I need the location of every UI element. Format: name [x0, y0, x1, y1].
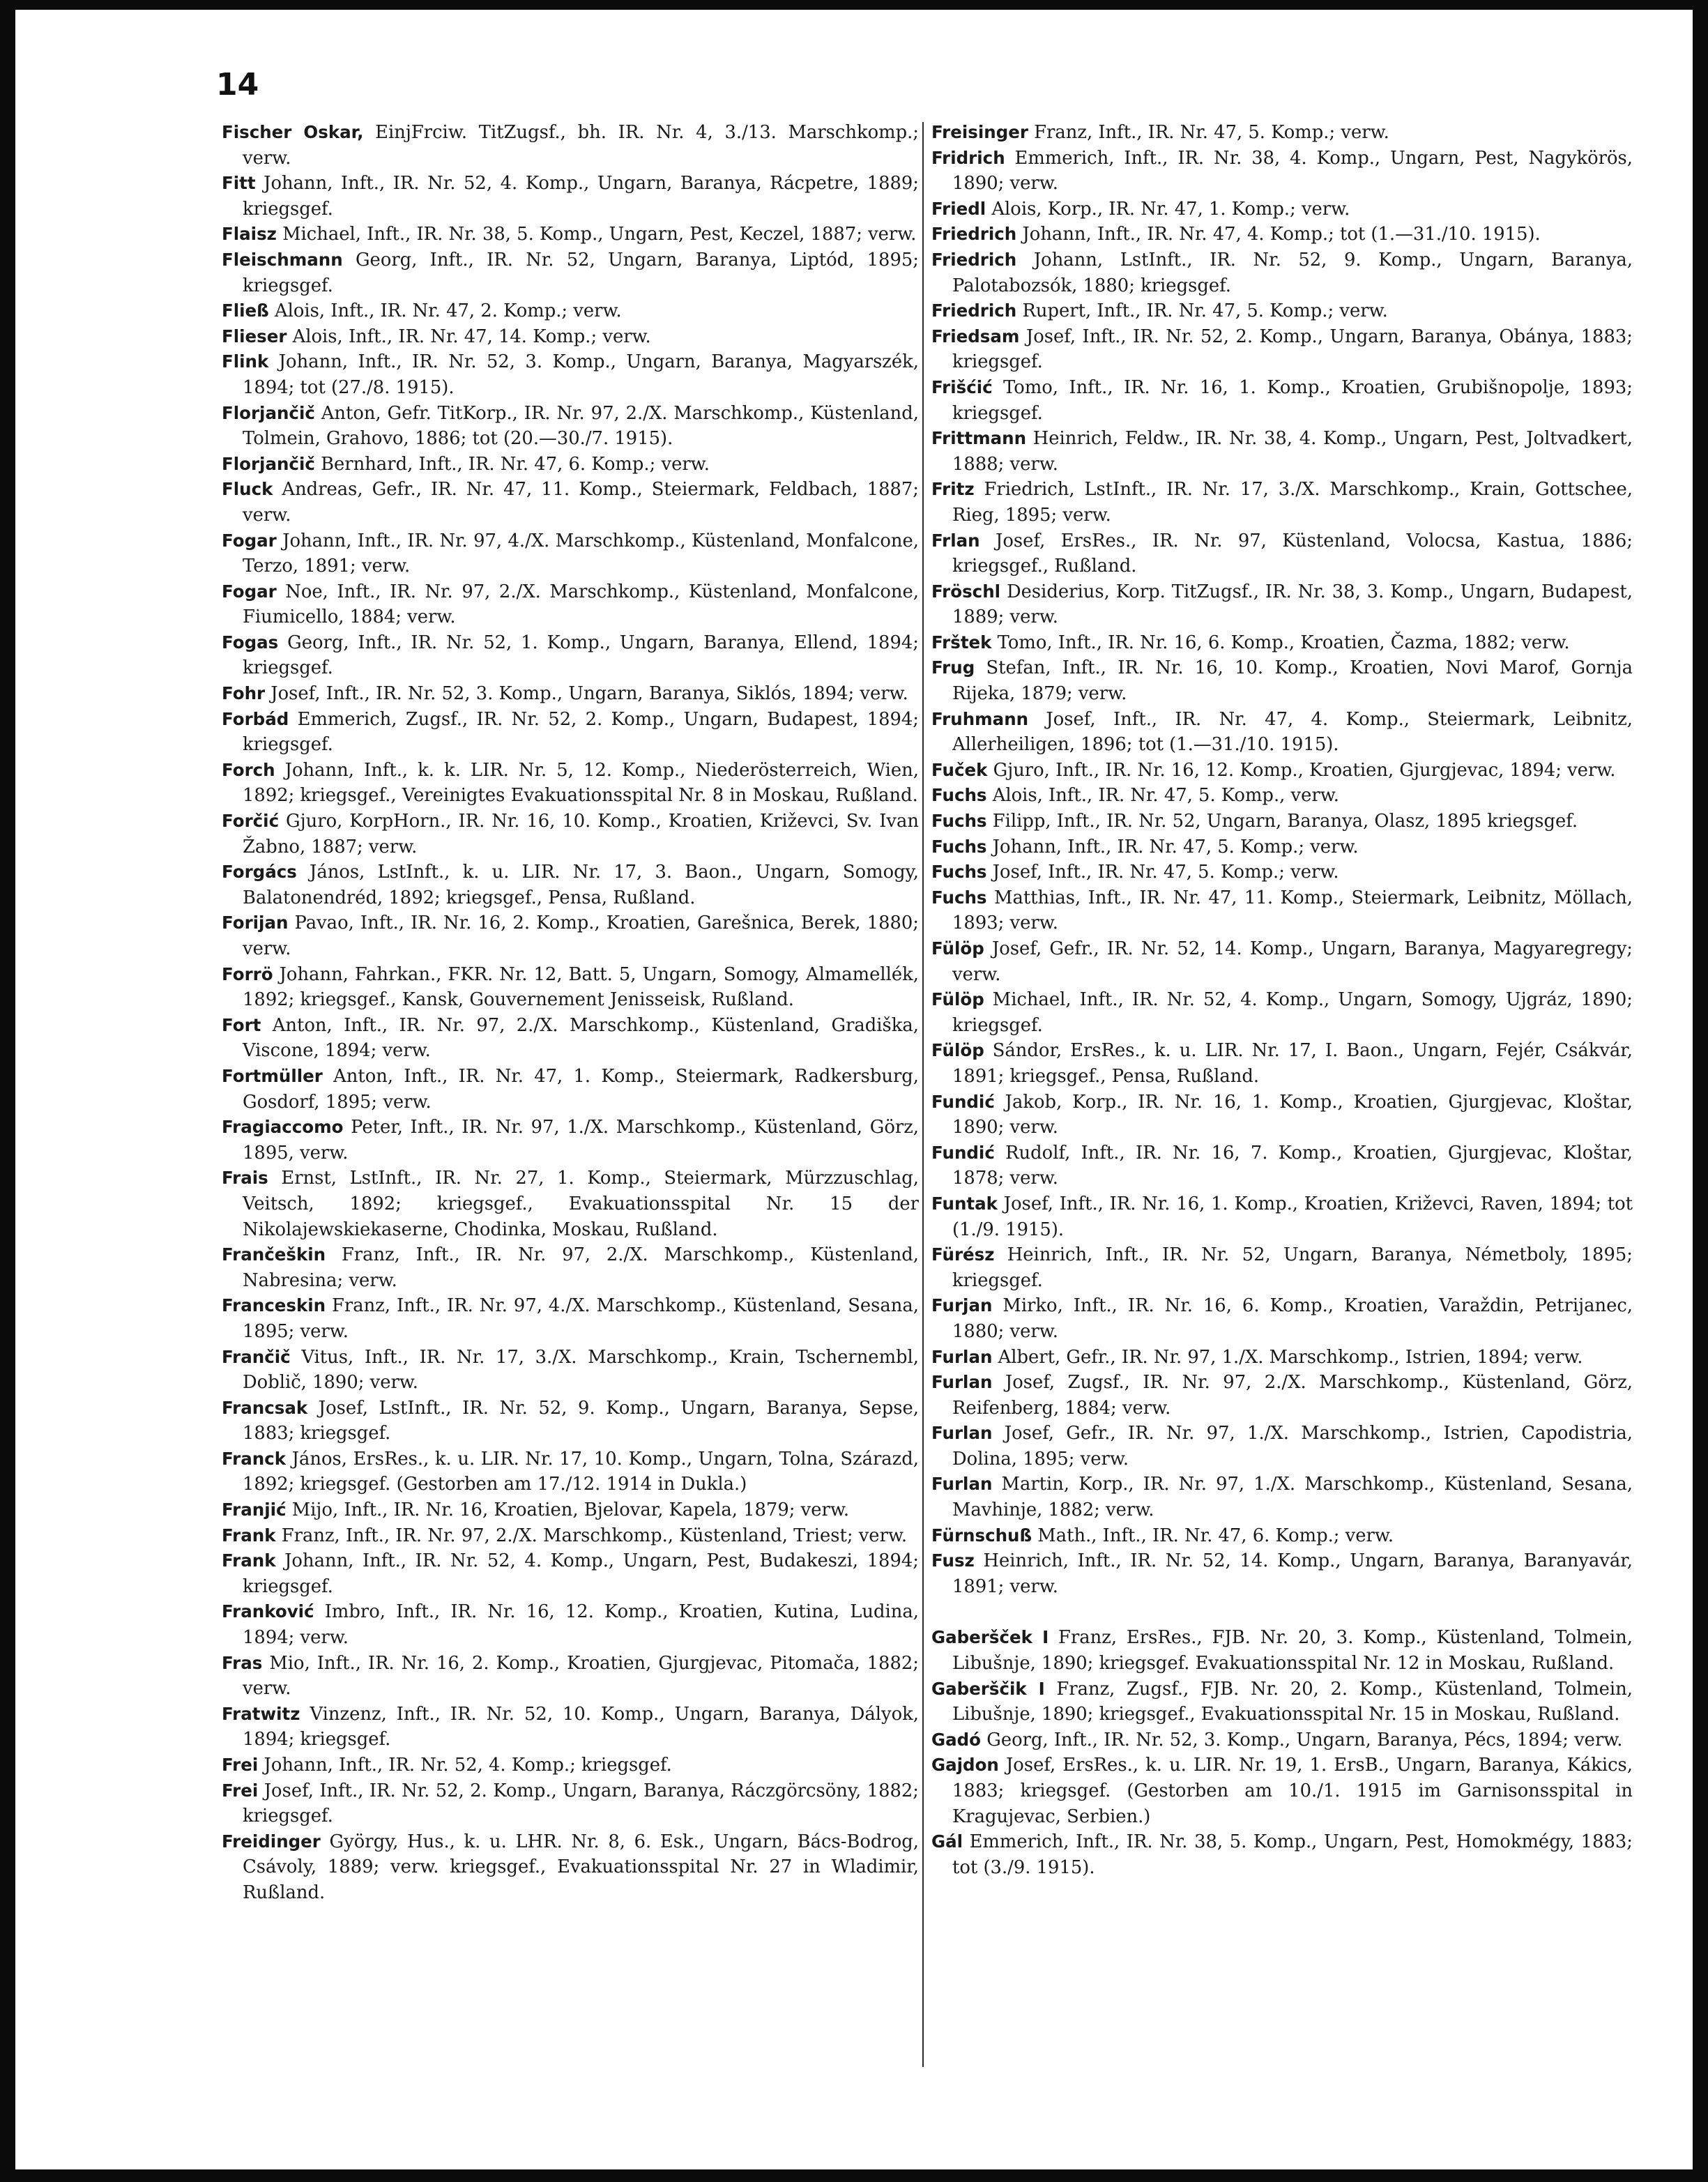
entry-details: Tomo, Inft., IR. Nr. 16, 6. Komp., Kroatien, Čazma, 1882; verw.: [991, 632, 1570, 653]
entry-details: Johann, Inft., IR. Nr. 52, 4. Komp., Ungarn, Baranya, Rácpetre, 1889; kriegsgef.: [243, 173, 919, 220]
register-entry: [931, 630, 1633, 656]
entry-surname: Frančič: [222, 1346, 291, 1367]
entry-details: Rudolf, Inft., IR. Nr. 16, 7. Komp., Kroatien, Gjurgjevac, Kloštar, 1878; verw.: [952, 1142, 1633, 1189]
register-entry: [222, 1651, 919, 1702]
entry-surname: Fogas: [222, 632, 279, 653]
entry-surname: Franck: [222, 1448, 287, 1469]
entry-surname: Florjančič: [222, 453, 315, 474]
register-entry: [222, 171, 919, 222]
entry-details: Vitus, Inft., IR. Nr. 17, 3./X. Marschkomp., Krain, Tschernembl, Doblič, 1890; verw.: [243, 1346, 919, 1394]
register-entry: [931, 146, 1633, 197]
entry-details: Alois, Inft., IR. Nr. 47, 2. Komp.; verw.: [268, 300, 622, 322]
register-entry: [222, 1396, 919, 1447]
register-entry: [931, 834, 1633, 860]
register-entry: [931, 1548, 1633, 1599]
right-column: [931, 120, 1633, 1880]
entry-details: Franz, Inft., IR. Nr. 97, 4./X. Marschkomp., Küstenland, Sesana, 1895; verw.: [243, 1295, 919, 1342]
register-entry: [222, 120, 919, 171]
entry-surname: Flaisz: [222, 224, 277, 245]
register-entry: [222, 452, 919, 478]
register-entry: [222, 962, 919, 1013]
entry-surname: Friedrich: [931, 300, 1017, 321]
entry-surname: Forrö: [222, 963, 273, 984]
entry-details: Johann, Inft., IR. Nr. 47, 4. Komp.; tot (1.—31./10. 1915).: [1016, 224, 1541, 245]
register-entry: [931, 707, 1633, 758]
entry-surname: Forgács: [222, 862, 297, 883]
entry-details: Franz, Inft., IR. Nr. 47, 5. Komp.; verw.: [1028, 122, 1389, 143]
entry-surname: Funtak: [931, 1193, 998, 1214]
register-entry: [222, 1778, 919, 1829]
entry-surname: Frittmann: [931, 428, 1027, 449]
entry-surname: Furlan: [931, 1346, 993, 1367]
entry-details: Franz, Inft., IR. Nr. 97, 2./X. Marschkomp., Küstenland, Nabresina; verw.: [243, 1244, 919, 1291]
entry-details: Johann, Inft., IR. Nr. 52, 4. Komp., Ungarn, Pest, Budakeszi, 1894; kriegsgef.: [243, 1550, 919, 1597]
register-entry: [222, 707, 919, 758]
register-entry: [222, 1599, 919, 1650]
register-entry: [931, 197, 1633, 222]
entry-details: Josef, Inft., IR. Nr. 47, 5. Komp.; verw.: [986, 862, 1339, 883]
register-entry: [931, 1625, 1633, 1676]
register-entry: [222, 1242, 919, 1293]
entry-details: Heinrich, Inft., IR. Nr. 52, 14. Komp., Ungarn, Baranya, Baranyavár, 1891; verw.: [952, 1550, 1633, 1597]
entry-details: Josef, Gefr., IR. Nr. 52, 14. Komp., Ungarn, Baranya, Magyaregregy; verw.: [952, 938, 1633, 985]
register-entry: [222, 247, 919, 298]
entry-details: Franz, Zugsf., FJB. Nr. 20, 2. Komp., Küstenland, Tolmein, Libušnje, 1890; kriegsgef., Evakuationsspital Nr. 15 in Moskau, Rußland.: [952, 1678, 1633, 1725]
register-entry: [931, 1242, 1633, 1293]
entry-surname: Friedrich: [931, 224, 1017, 245]
entry-details: Pavao, Inft., IR. Nr. 16, 2. Komp., Kroatien, Garešnica, Berek, 1880; verw.: [243, 913, 919, 959]
register-entry: [931, 1038, 1633, 1089]
entry-surname: Fröschl: [931, 581, 1001, 602]
register-entry: [931, 1829, 1633, 1880]
entry-details: Vinzenz, Inft., IR. Nr. 52, 10. Komp., Ungarn, Baranya, Dályok, 1894; kriegsgef.: [243, 1703, 919, 1750]
register-entry: [222, 1829, 919, 1906]
entry-surname: Frei: [222, 1755, 259, 1775]
entry-details: Johann, Fahrkan., FKR. Nr. 12, Batt. 5, Ungarn, Somogy, Almamellék, 1892; kriegsgef., Kansk, Gouvernement Jenisseisk, Rußland.: [243, 963, 919, 1011]
entry-surname: Frug: [931, 657, 975, 678]
entry-surname: Frais: [222, 1168, 268, 1189]
entry-details: Franz, ErsRes., FJB. Nr. 20, 3. Komp., Küstenland, Tolmein, Libušnje, 1890; kriegsgef. Evakuationsspital Nr. 12 in Moskau, Rußland.: [952, 1627, 1633, 1674]
entry-details: Bernhard, Inft., IR. Nr. 47, 6. Komp.; verw.: [314, 453, 710, 475]
entry-details: Josef, Gefr., IR. Nr. 97, 1./X. Marschkomp., Istrien, Capodistria, Dolina, 1895; verw.: [952, 1423, 1633, 1470]
register-entry: [931, 1293, 1633, 1344]
register-entry: [931, 1421, 1633, 1472]
entry-surname: Fusz: [931, 1550, 975, 1571]
entry-surname: Franjić: [222, 1500, 287, 1520]
entry-surname: Friedrich: [931, 249, 1017, 270]
entry-details: Tomo, Inft., IR. Nr. 16, 1. Komp., Kroatien, Grubišnopolje, 1893; kriegsgef.: [952, 376, 1633, 424]
register-entry: [222, 630, 919, 681]
entry-surname: Frank: [222, 1550, 276, 1571]
register-entry: [931, 1345, 1633, 1371]
entry-details: Josef, Inft., IR. Nr. 52, 2. Komp., Ungarn, Baranya, Obánya, 1883; kriegsgef.: [952, 326, 1633, 373]
entry-surname: Furlan: [931, 1423, 993, 1444]
register-entry: [931, 1472, 1633, 1523]
entry-surname: Fülöp: [931, 938, 984, 959]
register-entry: [222, 1753, 919, 1778]
entry-details: Johann, Inft., IR. Nr. 52, 3. Komp., Ungarn, Baranya, Magyarszék, 1894; tot (27./8. 1915).: [243, 351, 919, 398]
register-entry: [222, 1702, 919, 1753]
entry-details: János, ErsRes., k. u. LIR. Nr. 17, 10. Komp., Ungarn, Tolna, Szárazd, 1892; kriegsgef. (Gestorben am 17./12. 1914 in Dukla.): [243, 1448, 919, 1495]
entry-details: Michael, Inft., IR. Nr. 38, 5. Komp., Ungarn, Pest, Keczel, 1887; verw.: [276, 224, 917, 245]
register-entry: [931, 936, 1633, 987]
entry-surname: Frlan: [931, 530, 980, 551]
entry-details: Ernst, LstInft., IR. Nr. 27, 1. Komp., Steiermark, Mürzzuschlag, Veitsch, 1892; kriegsgef., Evakuationsspital Nr. 15 der Nikolajewskiekaserne, Chodinka, Moskau, Rußland.: [243, 1168, 919, 1240]
entry-details: Georg, Inft., IR. Nr. 52, Ungarn, Baranya, Liptód, 1895; kriegsgef.: [243, 249, 919, 296]
entry-details: Matthias, Inft., IR. Nr. 47, 11. Komp., Steiermark, Leibnitz, Möllach, 1893; verw.: [952, 887, 1633, 934]
entry-details: Josef, LstInft., IR. Nr. 52, 9. Komp., Ungarn, Baranya, Sepse, 1883; kriegsgef.: [243, 1397, 919, 1444]
entry-details: Johann, Inft., IR. Nr. 47, 5. Komp.; verw.: [986, 836, 1359, 857]
entry-surname: Flieser: [222, 326, 287, 346]
register-entry: [222, 1013, 919, 1064]
entry-details: Georg, Inft., IR. Nr. 52, 1. Komp., Ungarn, Baranya, Ellend, 1894; kriegsgef.: [243, 632, 919, 679]
entry-surname: Frštek: [931, 632, 992, 653]
register-entry: [931, 783, 1633, 809]
entry-surname: Gaberšček I: [931, 1627, 1049, 1648]
register-entry: [931, 987, 1633, 1038]
register-entry: [931, 860, 1633, 885]
entry-details: Filipp, Inft., IR. Nr. 52, Ungarn, Baranya, Olasz, 1895 kriegsgef.: [986, 811, 1578, 832]
entry-details: Josef, Inft., IR. Nr. 52, 3. Komp., Ungarn, Baranya, Siklós, 1894; verw.: [265, 683, 908, 705]
register-entry: [931, 579, 1633, 630]
register-entry: [222, 860, 919, 910]
entry-surname: Fischer Oskar,: [222, 122, 364, 142]
entry-surname: Fluck: [222, 479, 273, 500]
entry-details: Emmerich, Inft., IR. Nr. 38, 4. Komp., Ungarn, Pest, Nagykörös, 1890; verw.: [952, 147, 1633, 194]
register-entry: [222, 1497, 919, 1523]
entry-surname: Gaberščik I: [931, 1678, 1045, 1699]
entry-surname: Fürnschuß: [931, 1525, 1032, 1546]
entry-details: Johann, Inft., k. k. LIR. Nr. 5, 12. Komp., Niederösterreich, Wien, 1892; kriegsgef., Vereinigtes Evakuationsspital Nr. 8 in Moskau, Rußland.: [243, 759, 919, 807]
entry-surname: Flink: [222, 351, 269, 372]
register-entry: [931, 298, 1633, 324]
entry-details: EinjFrciw. TitZugsf., bh. IR. Nr. 4, 3./13. Marschkomp.; verw.: [243, 122, 919, 169]
entry-details: Emmerich, Zugsf., IR. Nr. 52, 2. Komp., Ungarn, Budapest, 1894; kriegsgef.: [243, 708, 919, 756]
entry-details: Josef, Inft., IR. Nr. 47, 4. Komp., Steiermark, Leibnitz, Allerheiligen, 1896; tot (1.—31./10. 1915).: [952, 708, 1633, 756]
entry-details: Johann, Inft., IR. Nr. 97, 4./X. Marschkomp., Küstenland, Monfalcone, Terzo, 1891; verw.: [243, 530, 919, 577]
entry-surname: Fülöp: [931, 989, 984, 1010]
register-entry: [222, 298, 919, 324]
entry-details: Josef, ErsRes., k. u. LIR. Nr. 19, 1. ErsB., Ungarn, Baranya, Kákics, 1883; kriegsgef. (Gestorben am 10./1. 1915 im Garnisonsspital in Kragujevac, Serbien.): [952, 1755, 1633, 1827]
register-entry: [931, 1677, 1633, 1727]
entry-details: Gjuro, Inft., IR. Nr. 16, 12. Komp., Kroatien, Gjurgjevac, 1894; verw.: [987, 759, 1616, 781]
entry-surname: Forbád: [222, 708, 289, 729]
entry-details: Gjuro, KorpHorn., IR. Nr. 16, 10. Komp., Kroatien, Križevci, Sv. Ivan Žabno, 1887; verw.: [243, 811, 919, 857]
entry-surname: Fuchs: [931, 862, 987, 883]
entry-surname: Gajdon: [931, 1755, 999, 1776]
entry-details: Anton, Inft., IR. Nr. 97, 2./X. Marschkomp., Küstenland, Gradiška, Viscone, 1894; verw.: [243, 1014, 919, 1062]
left-column: [222, 120, 919, 1906]
register-entry: [222, 349, 919, 400]
register-entry: [931, 120, 1633, 146]
entry-details: János, LstInft., k. u. LIR. Nr. 17, 3. Baon., Ungarn, Somogy, Balatonendréd, 1892; kriegsgef., Pensa, Rußland.: [243, 862, 919, 908]
entry-surname: Fras: [222, 1652, 263, 1673]
entry-surname: Forijan: [222, 913, 289, 933]
entry-details: Desiderius, Korp. TitZugsf., IR. Nr. 38, 3. Komp., Ungarn, Budapest, 1889; verw.: [952, 581, 1633, 628]
register-entry: [931, 1523, 1633, 1549]
entry-surname: Forch: [222, 759, 275, 780]
entry-surname: Fundić: [931, 1142, 995, 1163]
entry-details: Emmerich, Inft., IR. Nr. 38, 5. Komp., Ungarn, Pest, Homokmégy, 1883; tot (3./9. 1915).: [952, 1831, 1633, 1878]
entry-details: Josef, ErsRes., IR. Nr. 97, Küstenland, Volocsa, Kastua, 1886; kriegsgef., Rußland.: [952, 530, 1633, 577]
entry-details: Alois, Inft., IR. Nr. 47, 14. Komp.; verw.: [287, 326, 651, 347]
entry-details: Mirko, Inft., IR. Nr. 16, 6. Komp., Kroatien, Varaždin, Petrijanec, 1880; verw.: [952, 1295, 1633, 1342]
entry-surname: Furjan: [931, 1295, 993, 1316]
entry-details: Georg, Inft., IR. Nr. 52, 3. Komp., Ungarn, Baranya, Pécs, 1894; verw.: [981, 1729, 1623, 1750]
entry-surname: Fuček: [931, 759, 988, 780]
section-break: [931, 1599, 1633, 1625]
entry-details: Rupert, Inft., IR. Nr. 47, 5. Komp.; verw.: [1016, 300, 1388, 322]
entry-surname: Friedsam: [931, 326, 1020, 346]
entry-details: Albert, Gefr., IR. Nr. 97, 1./X. Marschkomp., Istrien, 1894; verw.: [992, 1346, 1583, 1368]
register-entry: [931, 1370, 1633, 1421]
entry-details: Josef, Inft., IR. Nr. 52, 2. Komp., Ungarn, Baranya, Ráczgörcsöny, 1882; kriegsgef.: [243, 1780, 919, 1827]
register-entry: [931, 426, 1633, 477]
register-entry: [222, 910, 919, 961]
entry-details: Franz, Inft., IR. Nr. 97, 2./X. Marschkomp., Küstenland, Triest; verw.: [275, 1525, 908, 1546]
entry-surname: Fruhmann: [931, 708, 1029, 729]
entry-surname: Fleischmann: [222, 249, 343, 270]
register-entry: [222, 1523, 919, 1549]
register-entry: [222, 1064, 919, 1115]
entry-details: Andreas, Gefr., IR. Nr. 47, 11. Komp., Steiermark, Feldbach, 1887; verw.: [243, 479, 919, 526]
entry-details: Peter, Inft., IR. Nr. 97, 1./X. Marschkomp., Küstenland, Görz, 1895, verw.: [243, 1117, 919, 1164]
entry-details: Alois, Korp., IR. Nr. 47, 1. Komp.; verw.: [986, 198, 1350, 220]
entry-surname: Frank: [222, 1525, 276, 1546]
entry-details: Michael, Inft., IR. Nr. 52, 4. Komp., Ungarn, Somogy, Ujgráz, 1890; kriegsgef.: [952, 989, 1633, 1036]
register-entry: [931, 528, 1633, 579]
entry-surname: Fitt: [222, 173, 256, 194]
entry-surname: Freisinger: [931, 122, 1028, 142]
entry-details: Johann, LstInft., IR. Nr. 52, 9. Komp., Ungarn, Baranya, Palotabozsók, 1880; kriegsgef.: [952, 249, 1633, 296]
entry-surname: Francsak: [222, 1397, 308, 1418]
entry-surname: Gál: [931, 1831, 963, 1852]
entry-details: Josef, Inft., IR. Nr. 16, 1. Komp., Kroatien, Križevci, Raven, 1894; tot (1./9. 1915).: [952, 1193, 1633, 1240]
entry-surname: Fließ: [222, 300, 269, 321]
entry-details: Jakob, Korp., IR. Nr. 16, 1. Komp., Kroatien, Gjurgjevac, Kloštar, 1890; verw.: [952, 1091, 1633, 1138]
entry-details: Noe, Inft., IR. Nr. 97, 2./X. Marschkomp., Küstenland, Monfalcone, Fiumicello, 1884; verw.: [243, 581, 919, 628]
entry-surname: Frančeškin: [222, 1244, 326, 1265]
entry-details: Friedrich, LstInft., IR. Nr. 17, 3./X. Marschkomp., Krain, Gottschee, Rieg, 1895; verw.: [952, 479, 1633, 526]
register-entry: [222, 1293, 919, 1344]
register-entry: [931, 222, 1633, 247]
register-entry: [222, 222, 919, 247]
entry-surname: Fragiaccomo: [222, 1117, 344, 1138]
entry-details: Mio, Inft., IR. Nr. 16, 2. Komp., Kroatien, Gjurgjevac, Pitomača, 1882; verw.: [243, 1652, 919, 1700]
entry-surname: Fohr: [222, 683, 266, 704]
entry-details: Johann, Inft., IR. Nr. 52, 4. Komp.; kriegsgef.: [258, 1755, 672, 1776]
entry-surname: Fritz: [931, 479, 975, 500]
entry-surname: Fürész: [931, 1244, 995, 1265]
register-entry: [222, 324, 919, 350]
entry-surname: Frei: [222, 1780, 259, 1801]
register-entry: [931, 1727, 1633, 1753]
register-entry: [931, 1090, 1633, 1140]
entry-surname: Furlan: [931, 1474, 993, 1495]
register-entry: [931, 758, 1633, 784]
register-entry: [222, 681, 919, 707]
entry-surname: Fundić: [931, 1091, 995, 1112]
entry-details: Heinrich, Inft., IR. Nr. 52, Ungarn, Baranya, Németboly, 1895; kriegsgef.: [952, 1244, 1633, 1291]
entry-details: György, Hus., k. u. LHR. Nr. 8, 6. Esk., Ungarn, Bács-Bodrog, Csávoly, 1889; verw. kriegsgef., Evakuationsspital Nr. 27 in Wladimir, Rußland.: [243, 1831, 919, 1903]
register-entry: [222, 809, 919, 860]
entry-details: Anton, Gefr. TitKorp., IR. Nr. 97, 2./X. Marschkomp., Küstenland, Tolmein, Grahovo, 1886; tot (20.—30./7. 1915).: [243, 402, 919, 450]
entry-surname: Florjančič: [222, 402, 315, 423]
entry-surname: Friedl: [931, 198, 986, 219]
entry-details: Sándor, ErsRes., k. u. LIR. Nr. 17, I. Baon., Ungarn, Fejér, Csákvár, 1891; kriegsgef., Pensa, Rußland.: [952, 1040, 1633, 1087]
entry-surname: Fort: [222, 1014, 261, 1035]
entry-details: Stefan, Inft., IR. Nr. 16, 10. Komp., Kroatien, Novi Marof, Gornja Rijeka, 1879; verw.: [952, 657, 1633, 705]
entry-surname: Fuchs: [931, 887, 987, 908]
register-entry: [931, 324, 1633, 375]
register-entry: [931, 655, 1633, 706]
entry-surname: Franceskin: [222, 1295, 326, 1316]
entry-details: Alois, Inft., IR. Nr. 47, 5. Komp., verw.: [986, 785, 1339, 807]
page-number: 14: [216, 67, 259, 102]
column-divider: [922, 122, 924, 2067]
entry-surname: Fogar: [222, 581, 277, 602]
register-entry: [222, 1166, 919, 1242]
entry-surname: Fortmüller: [222, 1065, 323, 1086]
register-entry: [931, 1753, 1633, 1829]
entry-details: Martin, Korp., IR. Nr. 97, 1./X. Marschkomp., Küstenland, Sesana, Mavhinje, 1882; verw.: [952, 1474, 1633, 1521]
register-entry: [222, 1115, 919, 1166]
entry-surname: Forčić: [222, 811, 280, 832]
register-entry: [222, 758, 919, 809]
entry-surname: Frišćić: [931, 376, 993, 397]
register-entry: [222, 1548, 919, 1599]
entry-surname: Fridrich: [931, 147, 1005, 168]
register-entry: [222, 401, 919, 452]
entry-details: Imbro, Inft., IR. Nr. 16, 12. Komp., Kroatien, Kutina, Ludina, 1894; verw.: [243, 1601, 919, 1649]
register-entry: [222, 1447, 919, 1497]
entry-surname: Freidinger: [222, 1831, 321, 1852]
register-entry: [931, 1191, 1633, 1242]
register-entry: [931, 885, 1633, 936]
register-entry: [222, 579, 919, 630]
register-entry: [931, 477, 1633, 528]
entry-details: Mijo, Inft., IR. Nr. 16, Kroatien, Bjelovar, Kapela, 1879; verw.: [286, 1500, 850, 1521]
entry-surname: Fuchs: [931, 785, 987, 806]
register-entry: [931, 809, 1633, 834]
entry-surname: Furlan: [931, 1372, 993, 1393]
register-entry: [931, 1140, 1633, 1191]
entry-details: Josef, Zugsf., IR. Nr. 97, 2./X. Marschkomp., Küstenland, Görz, Reifenberg, 1884; verw.: [952, 1372, 1633, 1419]
entry-surname: Fogar: [222, 530, 277, 551]
entry-surname: Franković: [222, 1601, 314, 1622]
register-entry: [222, 477, 919, 528]
register-entry: [931, 247, 1633, 298]
register-entry: [222, 1345, 919, 1396]
entry-surname: Gadó: [931, 1729, 982, 1750]
entry-details: Heinrich, Feldw., IR. Nr. 38, 4. Komp., Ungarn, Pest, Joltvadkert, 1888; verw.: [952, 428, 1633, 475]
register-entry: [931, 375, 1633, 426]
entry-surname: Fratwitz: [222, 1703, 300, 1724]
entry-surname: Fülöp: [931, 1040, 984, 1061]
entry-details: Math., Inft., IR. Nr. 47, 6. Komp.; verw.: [1032, 1525, 1394, 1546]
entry-surname: Fuchs: [931, 836, 987, 857]
entry-details: Anton, Inft., IR. Nr. 47, 1. Komp., Steiermark, Radkersburg, Gosdorf, 1895; verw.: [243, 1065, 919, 1113]
entry-surname: Fuchs: [931, 811, 987, 832]
register-entry: [222, 528, 919, 579]
